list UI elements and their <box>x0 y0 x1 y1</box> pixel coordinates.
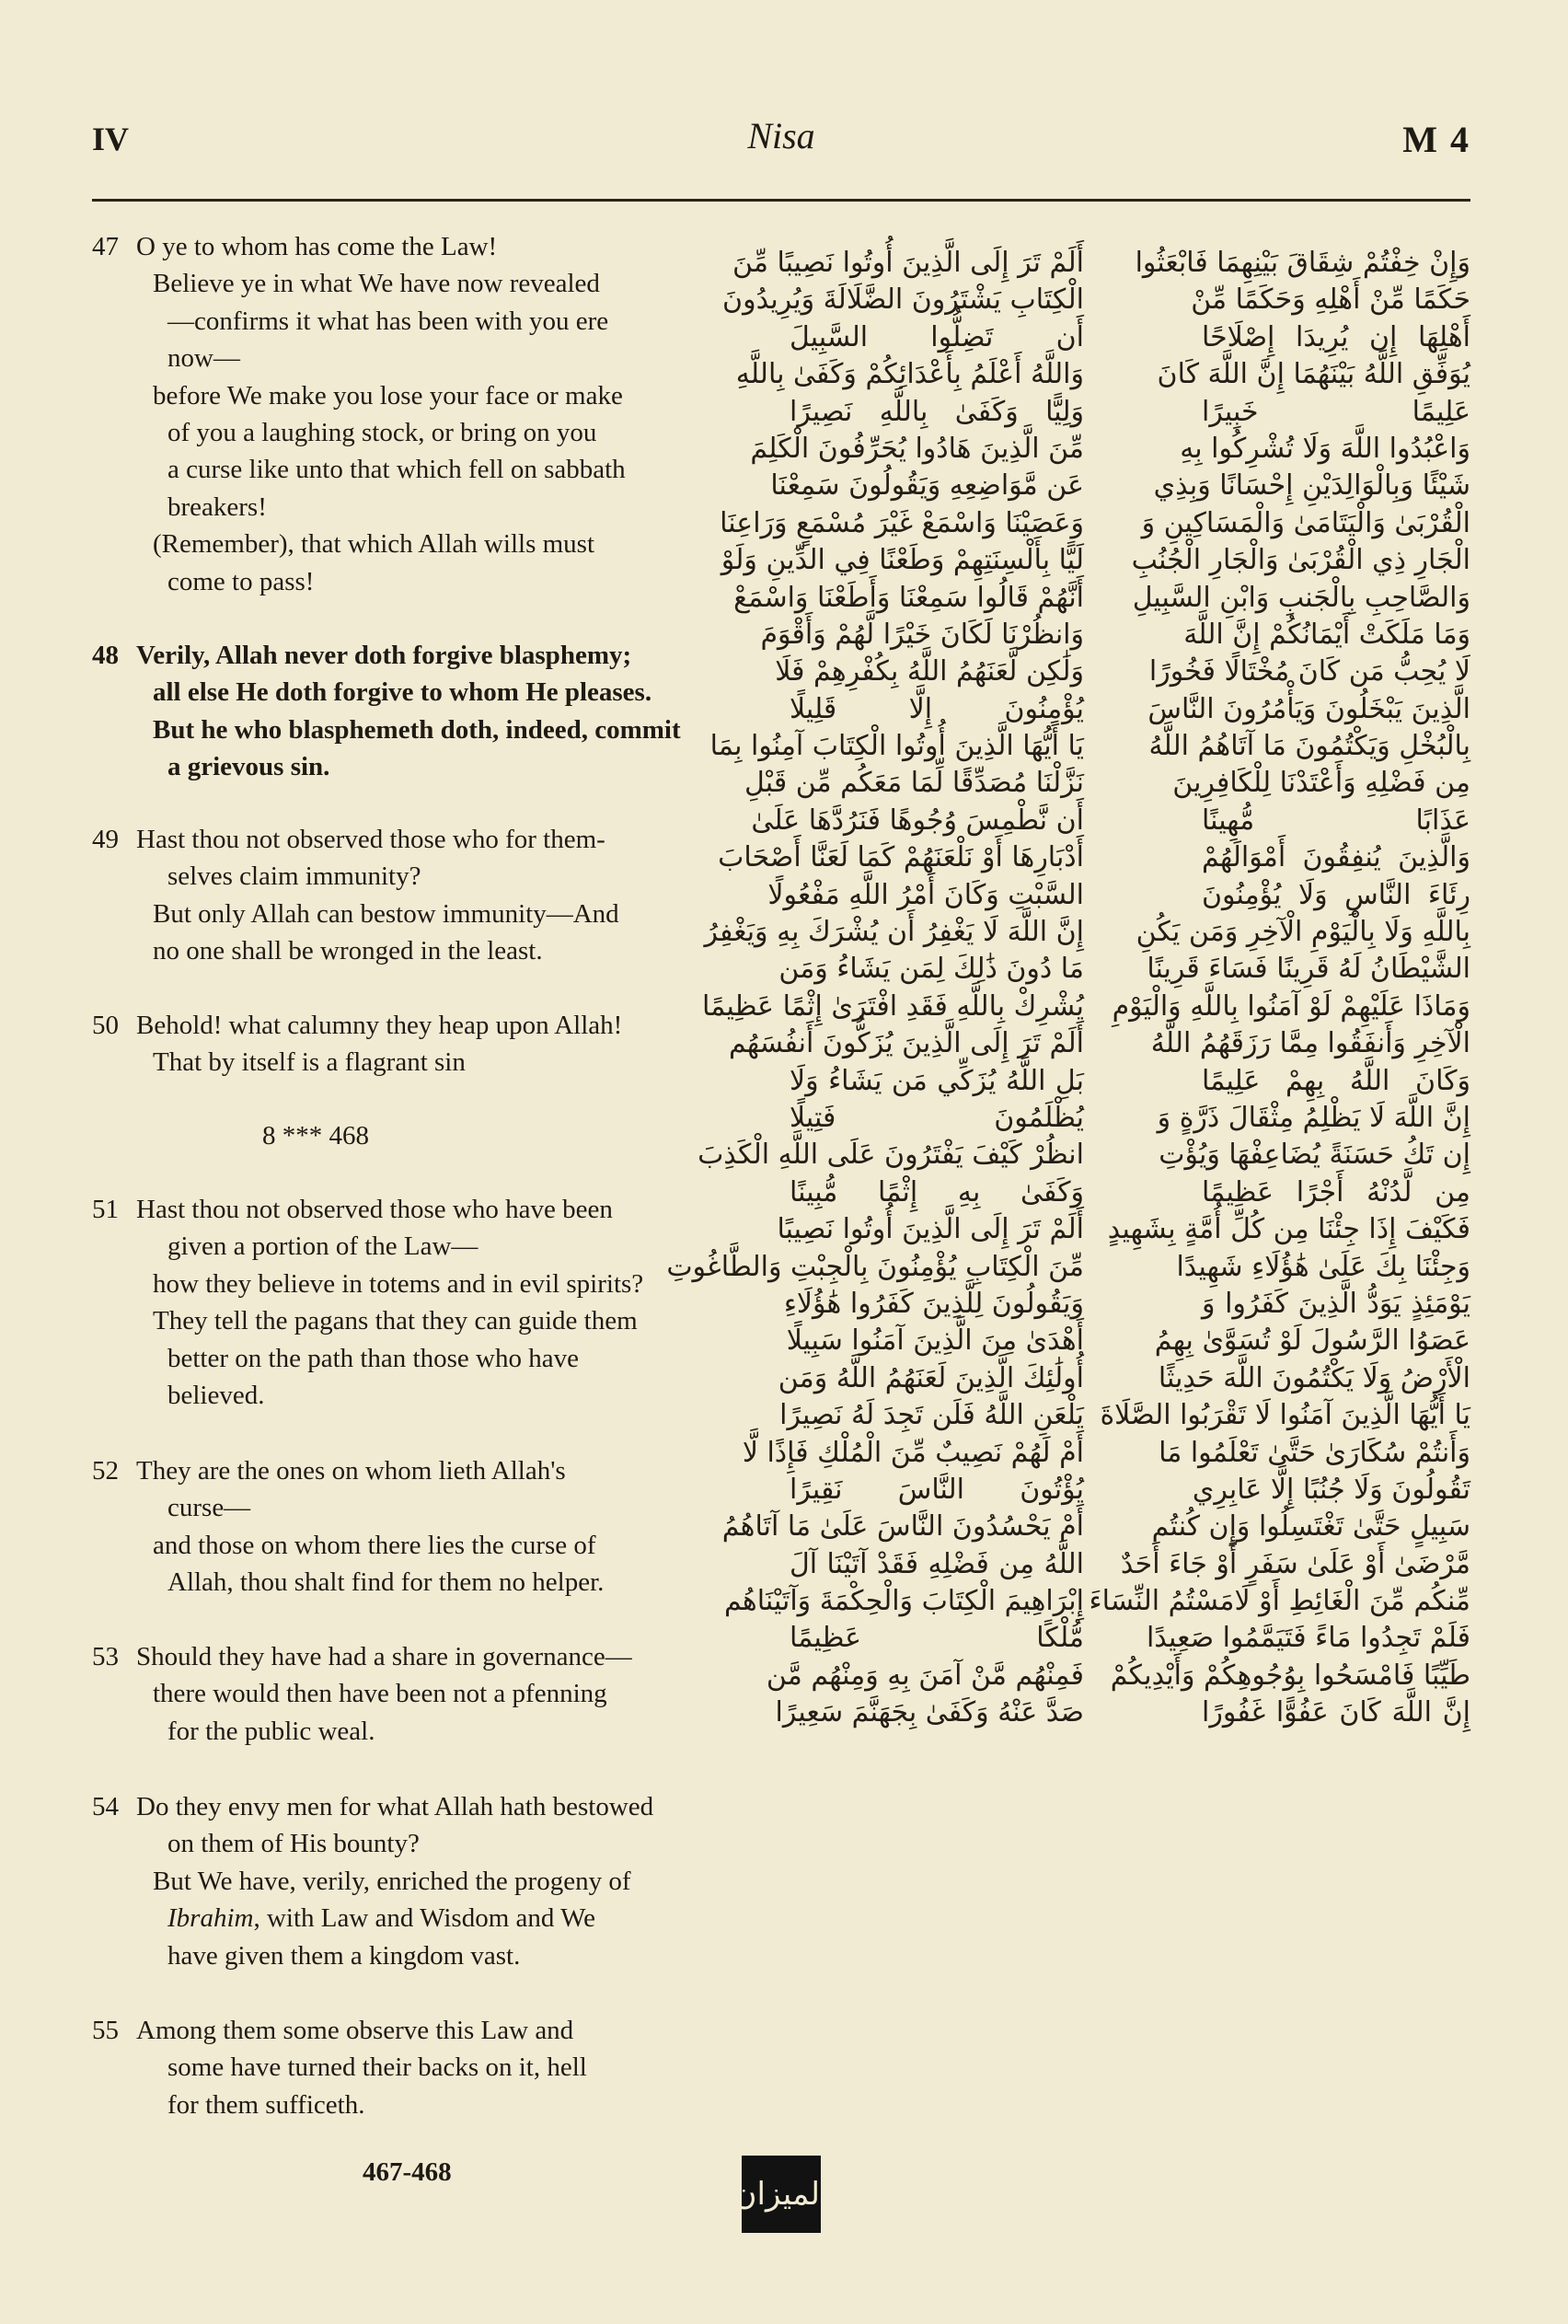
page-header <box>92 112 1470 168</box>
verse-number: 47 <box>92 232 119 261</box>
manzil-marker: M 4 <box>1402 119 1470 160</box>
verse-line: on them of His bounty? <box>167 1829 420 1859</box>
verse-line: some have turned their backs on it, hell <box>167 2052 587 2083</box>
verse-number: 54 <box>92 1792 119 1821</box>
verse-line: of you a laughing stock, or bring on you <box>167 418 597 448</box>
verse-line: But We have, verily, enriched the progeny of <box>153 1866 631 1896</box>
verse-line: and those on whom there lies the curse of <box>153 1530 596 1560</box>
arabic-line: وَلِيًّا وَكَفَىٰ بِاللَّهِ نَصِيرًا <box>790 395 1084 428</box>
publisher-logo <box>733 2156 829 2233</box>
verse-line: before We make you lose your face or make <box>153 380 623 410</box>
verse-number: 49 <box>92 825 119 854</box>
verse-number: 52 <box>92 1456 119 1486</box>
verse-line: no one shall be wronged in the least. <box>153 936 543 966</box>
arabic-line: اللَّهُ مِن فَضْلِهِ فَقَدْ آتَيْنَا آلَ <box>790 1547 1084 1580</box>
arabic-line: مِّنكُم مِّنَ الْغَائِطِ أَوْ لَامَسْتُمُ النِّسَاءَ <box>1089 1585 1470 1618</box>
arabic-line: أَمْ لَهُمْ نَصِيبٌ مِّنَ الْمُلْكِ فَإِذًا لَّا <box>742 1436 1084 1469</box>
arabic-line: رِئَاءَ النَّاسِ وَلَا يُؤْمِنُونَ <box>1202 878 1470 911</box>
verse-53 <box>92 1638 751 1750</box>
surah-title: Nisa <box>747 115 815 156</box>
arabic-line: وَكَانَ اللَّهُ بِهِمْ عَلِيمًا <box>1202 1064 1470 1097</box>
arabic-line: وَإِنْ خِفْتُمْ شِقَاقَ بَيْنِهِمَا فَابْعَثُوا <box>1135 247 1470 279</box>
verse-line: come to pass! <box>167 566 315 596</box>
verse-line: Verily, Allah never doth forgive blasphemy; <box>136 641 632 670</box>
arabic-line: يُوَفِّقِ اللَّهُ بَيْنَهُمَا إِنَّ اللَّهَ كَانَ <box>1157 358 1470 391</box>
verse-55 <box>92 2012 751 2123</box>
arabic-line: السَّبْتِ وَكَانَ أَمْرُ اللَّهِ مَفْعُولًا <box>767 878 1084 911</box>
arabic-line: تَقُولُونَ وَلَا جُنُبًا إِلَّا عَابِرِي <box>1192 1473 1470 1506</box>
arabic-line: وَلَٰكِن لَّعَنَهُمُ اللَّهُ بِكُفْرِهِمْ فَلَا <box>775 655 1084 688</box>
verse-line: have given them a kingdom vast. <box>167 1940 521 1971</box>
verse-52 <box>92 1452 751 1601</box>
arabic-line: مَّرْضَىٰ أَوْ عَلَىٰ سَفَرٍ أَوْ جَاءَ أَحَدٌ <box>1120 1547 1470 1580</box>
arabic-line: الْقُرْبَىٰ وَالْيَتَامَىٰ وَالْمَسَاكِينِ وَ <box>1141 506 1470 539</box>
section-marker <box>92 1117 751 1154</box>
section-marker-text: 8 *** 468 <box>262 1121 369 1150</box>
arabic-line: الْكِتَابِ يَشْتَرُونَ الضَّلَالَةَ وَيُرِيدُونَ <box>722 283 1084 317</box>
arabic-line: يَا أَيُّهَا الَّذِينَ آمَنُوا لَا تَقْرَبُوا الصَّلَاةَ <box>1100 1399 1470 1432</box>
arabic-line: إِنَّ اللَّهَ لَا يَظْلِمُ مِثْقَالَ ذَرَّةٍ وَ <box>1157 1101 1470 1134</box>
arabic-line: مَا دُونَ ذَٰلِكَ لِمَن يَشَاءُ وَمَن <box>778 953 1084 986</box>
verse-line: Among them some observe this Law and <box>136 2016 574 2045</box>
verse-line: a grievous sin. <box>167 752 330 782</box>
arabic-line: أَمْ يَحْسُدُونَ النَّاسَ عَلَىٰ مَا آتَاهُمُ <box>721 1510 1084 1544</box>
verse-line: for the public weal. <box>167 1716 375 1746</box>
arabic-line: يَوْمَئِذٍ يَوَدُّ الَّذِينَ كَفَرُوا وَ <box>1202 1287 1470 1320</box>
verse-line: now— <box>167 343 240 374</box>
arabic-line: أَن نَّطْمِسَ وُجُوهًا فَنَرُدَّهَا عَلَىٰ <box>751 804 1084 837</box>
verse-number: 50 <box>92 1011 119 1040</box>
arabic-line: انظُرْ كَيْفَ يَفْتَرُونَ عَلَى اللَّهِ الْكَذِبَ <box>698 1139 1084 1172</box>
verse-line: Behold! what calumny they heap upon Allah! <box>136 1011 623 1040</box>
arabic-line: فَلَمْ تَجِدُوا مَاءً فَتَيَمَّمُوا صَعِيدًا <box>1146 1622 1470 1655</box>
arabic-line: يُظْلَمُونَ فَتِيلًا <box>790 1101 1084 1134</box>
verse-51 <box>92 1191 751 1414</box>
arabic-line: سَبِيلٍ حَتَّىٰ تَغْتَسِلُوا وَإِن كُنتُم <box>1151 1510 1470 1544</box>
arabic-line: مِّنَ الْكِتَابِ يُؤْمِنُونَ بِالْجِبْتِ وَالطَّاغُوتِ <box>666 1250 1084 1283</box>
arabic-line: وَانظُرْنَا لَكَانَ خَيْرًا لَّهُمْ وَأَقْوَمَ <box>760 618 1084 651</box>
arabic-line: وَمَاذَا عَلَيْهِمْ لَوْ آمَنُوا بِاللَّهِ وَالْيَوْمِ <box>1112 989 1470 1023</box>
verse-line: Hast thou not observed those who for them- <box>136 825 605 854</box>
arabic-line: وَاعْبُدُوا اللَّهَ وَلَا تُشْرِكُوا بِهِ <box>1180 432 1470 465</box>
arabic-line: الْأَرْضُ وَلَا يَكْتُمُونَ اللَّهَ حَدِيثًا <box>1158 1361 1470 1394</box>
verse-line: there would then have been not a pfenning <box>153 1679 607 1709</box>
arabic-line: الَّذِينَ يَبْخَلُونَ وَيَأْمُرُونَ النَّاسَ <box>1147 692 1470 725</box>
arabic-line: فَكَيْفَ إِذَا جِئْنَا مِن كُلِّ أُمَّةٍ بِشَهِيدٍ <box>1107 1213 1470 1246</box>
verse-47 <box>92 228 751 600</box>
header-divider <box>92 199 1470 202</box>
verse-line: That by itself is a flagrant sin <box>153 1047 466 1078</box>
arabic-line: لَا يُحِبُّ مَن كَانَ مُخْتَالًا فَخُورًا <box>1148 655 1470 688</box>
arabic-line: الْجَارِ ذِي الْقُرْبَىٰ وَالْجَارِ الْجُنُبِ <box>1131 544 1470 577</box>
arabic-line: يُشْرِكْ بِاللَّهِ فَقَدِ افْتَرَىٰ إِثْمًا عَظِيمًا <box>702 989 1084 1023</box>
arabic-line: أَلَمْ تَرَ إِلَى الَّذِينَ أُوتُوا نَصِيبًا مِّنَ <box>732 247 1084 279</box>
arabic-line: وَاللَّهُ أَعْلَمُ بِأَعْدَائِكُمْ وَكَفَىٰ بِاللَّهِ <box>735 358 1084 391</box>
verse-line: Hast thou not observed those who have been <box>136 1195 613 1224</box>
arabic-line: أُولَٰئِكَ الَّذِينَ لَعَنَهُمُ اللَّهُ وَمَن <box>778 1361 1084 1394</box>
arabic-line: مُّلْكًا عَظِيمًا <box>790 1622 1084 1655</box>
verse-number: 48 <box>92 641 119 670</box>
verse-49 <box>92 821 751 970</box>
arabic-line: أَدْبَارِهَا أَوْ نَلْعَنَهُمْ كَمَا لَعَنَّا أَصْحَابَ <box>718 841 1084 874</box>
arabic-line: وَكَفَىٰ بِهِ إِثْمًا مُّبِينًا <box>790 1175 1084 1208</box>
arabic-line: حَكَمًا مِّنْ أَهْلِهِ وَحَكَمًا مِّنْ <box>1191 283 1470 317</box>
verse-line: Believe ye in what We have now revealed <box>153 269 600 299</box>
verse-line: for them sufficeth. <box>167 2089 365 2120</box>
arabic-line: مِن لَّدُنْهُ أَجْرًا عَظِيمًا <box>1202 1175 1470 1208</box>
arabic-line: يَا أَيُّهَا الَّذِينَ أُوتُوا الْكِتَابَ آمِنُوا بِمَا <box>709 730 1084 763</box>
arabic-line: يُؤْتُونَ النَّاسَ نَقِيرًا <box>790 1473 1084 1506</box>
arabic-line: نَزَّلْنَا مُصَدِّقًا لِّمَا مَعَكُم مِّن قَبْلِ <box>744 767 1084 800</box>
verse-line: (Remember), that which Allah wills must <box>153 529 595 560</box>
arabic-line: إِن تَكُ حَسَنَةً يُضَاعِفْهَا وَيُؤْتِ <box>1159 1139 1470 1172</box>
arabic-line: صَدَّ عَنْهُ وَكَفَىٰ بِجَهَنَّمَ سَعِيرًا <box>775 1696 1084 1729</box>
arabic-line: أَهْدَىٰ مِنَ الَّذِينَ آمَنُوا سَبِيلًا <box>786 1324 1084 1358</box>
arabic-line: مِن فَضْلِهِ وَأَعْتَدْنَا لِلْكَافِرِينَ <box>1172 767 1470 800</box>
arabic-line: إِنَّ اللَّهَ لَا يَغْفِرُ أَن يُشْرَكَ بِهِ وَيَغْفِرُ <box>704 916 1084 949</box>
verse-line: But he who blasphemeth doth, indeed, commit <box>153 714 681 745</box>
arabic-line: لَيًّا بِأَلْسِنَتِهِمْ وَطَعْنًا فِي الدِّينِ وَلَوْ <box>721 544 1084 577</box>
arabic-line: عَصَوُا الرَّسُولَ لَوْ تُسَوَّىٰ بِهِمُ <box>1154 1324 1470 1358</box>
verse-line: They are the ones on whom lieth Allah's <box>136 1456 566 1486</box>
verse-54 <box>92 1788 751 1974</box>
arabic-line: وَجِئْنَا بِكَ عَلَىٰ هَٰؤُلَاءِ شَهِيدًا <box>1176 1250 1470 1283</box>
arabic-line: إِبْرَاهِيمَ الْكِتَابَ وَالْحِكْمَةَ وَآتَيْنَاهُم <box>723 1585 1084 1618</box>
verse-line: But only Allah can bestow immunity—And <box>153 898 619 929</box>
arabic-line: بَلِ اللَّهُ يُزَكِّي مَن يَشَاءُ وَلَا <box>790 1064 1084 1097</box>
arabic-line: وَالصَّاحِبِ بِالْجَنبِ وَابْنِ السَّبِيلِ <box>1132 581 1470 614</box>
arabic-line: أَلَمْ تَرَ إِلَى الَّذِينَ أُوتُوا نَصِيبًا <box>777 1213 1084 1246</box>
verse-line: how they believe in totems and in evil spirits? <box>153 1268 644 1299</box>
verse-line: breakers! <box>167 491 267 522</box>
arabic-text-column-right <box>1089 245 1470 1732</box>
verse-line: Allah, thou shalt find for them no helper. <box>167 1567 605 1598</box>
arabic-line: وَأَنتُمْ سُكَارَىٰ حَتَّىٰ تَعْلَمُوا مَا <box>1159 1436 1470 1469</box>
arabic-line: مِّنَ الَّذِينَ هَادُوا يُحَرِّفُونَ الْكَلِمَ <box>750 432 1084 465</box>
arabic-line: وَيَقُولُونَ لِلَّذِينَ كَفَرُوا هَٰؤُلَاءِ <box>783 1287 1084 1320</box>
verse-line: better on the path than those who have <box>167 1343 579 1373</box>
arabic-line: طَيِّبًا فَامْسَحُوا بِوُجُوهِكُمْ وَأَيْدِيكُمْ <box>1110 1659 1470 1692</box>
verse-line: They tell the pagans that they can guide them <box>153 1306 638 1336</box>
verse-number: 53 <box>92 1642 119 1671</box>
verse-line: Do they envy men for what Allah hath bestowed <box>136 1792 654 1821</box>
verse-50 <box>92 1007 751 1081</box>
verse-line: a curse like unto that which fell on sabbath <box>167 455 626 485</box>
chapter-roman-number: IV <box>92 121 130 157</box>
arabic-line: أَن تَضِلُّوا السَّبِيلَ <box>790 320 1084 353</box>
arabic-line: أَنَّهُمْ قَالُوا سَمِعْنَا وَأَطَعْنَا وَاسْمَعْ <box>733 581 1084 614</box>
verse-line: believed. <box>167 1381 265 1411</box>
page-range: 467-468 <box>363 2157 452 2187</box>
arabic-line: بِالْبُخْلِ وَيَكْتُمُونَ مَا آتَاهُمُ اللَّهُ <box>1148 730 1470 763</box>
arabic-line: الْآخِرِ وَأَنفَقُوا مِمَّا رَزَقَهُمُ اللَّهُ <box>1150 1027 1470 1060</box>
verse-48 <box>92 637 751 786</box>
verse-number: 55 <box>92 2016 119 2045</box>
arabic-line: عَن مَّوَاضِعِهِ وَيَقُولُونَ سَمِعْنَا <box>770 469 1084 503</box>
arabic-line: بِاللَّهِ وَلَا بِالْيَوْمِ الْآخِرِ وَمَن يَكُنِ <box>1136 916 1470 949</box>
arabic-line: وَمَا مَلَكَتْ أَيْمَانُكُمْ إِنَّ اللَّهَ <box>1183 618 1470 651</box>
verse-line: curse— <box>167 1493 251 1523</box>
arabic-line: إِنَّ اللَّهَ كَانَ عَفُوًّا غَفُورًا <box>1202 1696 1470 1729</box>
logo-text: الميزان <box>733 2176 829 2213</box>
arabic-line: وَعَصَيْنَا وَاسْمَعْ غَيْرَ مُسْمَعٍ وَرَاعِنَا <box>720 506 1084 539</box>
verse-line: —confirms it what has been with you ere <box>167 306 609 336</box>
arabic-line: وَالَّذِينَ يُنفِقُونَ أَمْوَالَهُمْ <box>1202 841 1470 874</box>
arabic-line: عَلِيمًا خَبِيرًا <box>1202 395 1470 428</box>
arabic-line: الشَّيْطَانُ لَهُ قَرِينًا فَسَاءَ قَرِينًا <box>1147 953 1470 986</box>
verse-line: all else He doth forgive to whom He pleases. <box>153 677 652 708</box>
arabic-line: يَلْعَنِ اللَّهُ فَلَن تَجِدَ لَهُ نَصِيرًا <box>779 1399 1084 1432</box>
arabic-line: عَذَابًا مُّهِينًا <box>1202 804 1470 837</box>
arabic-line: يُؤْمِنُونَ إِلَّا قَلِيلًا <box>790 692 1084 725</box>
arabic-text-column-left <box>666 245 1084 1732</box>
verse-line: Ibrahim, with Law and Wisdom and We <box>167 1903 596 1934</box>
italic-name: Ibrahim <box>167 1903 254 1934</box>
verse-line: Should they have had a share in governance— <box>136 1642 632 1671</box>
arabic-line: شَيْئًا وَبِالْوَالِدَيْنِ إِحْسَانًا وَبِذِي <box>1153 469 1470 503</box>
verse-number: 51 <box>92 1195 119 1224</box>
arabic-line: أَلَمْ تَرَ إِلَى الَّذِينَ يُزَكُّونَ أَنفُسَهُم <box>728 1027 1084 1060</box>
verse-line: selves claim immunity? <box>167 861 421 892</box>
verse-line: O ye to whom has come the Law! <box>136 232 498 261</box>
verse-line: given a portion of the Law— <box>167 1231 478 1262</box>
arabic-line: فَمِنْهُم مَّنْ آمَنَ بِهِ وَمِنْهُم مَّن <box>766 1659 1084 1692</box>
arabic-line: أَهْلِهَا إِن يُرِيدَا إِصْلَاحًا <box>1202 320 1470 353</box>
